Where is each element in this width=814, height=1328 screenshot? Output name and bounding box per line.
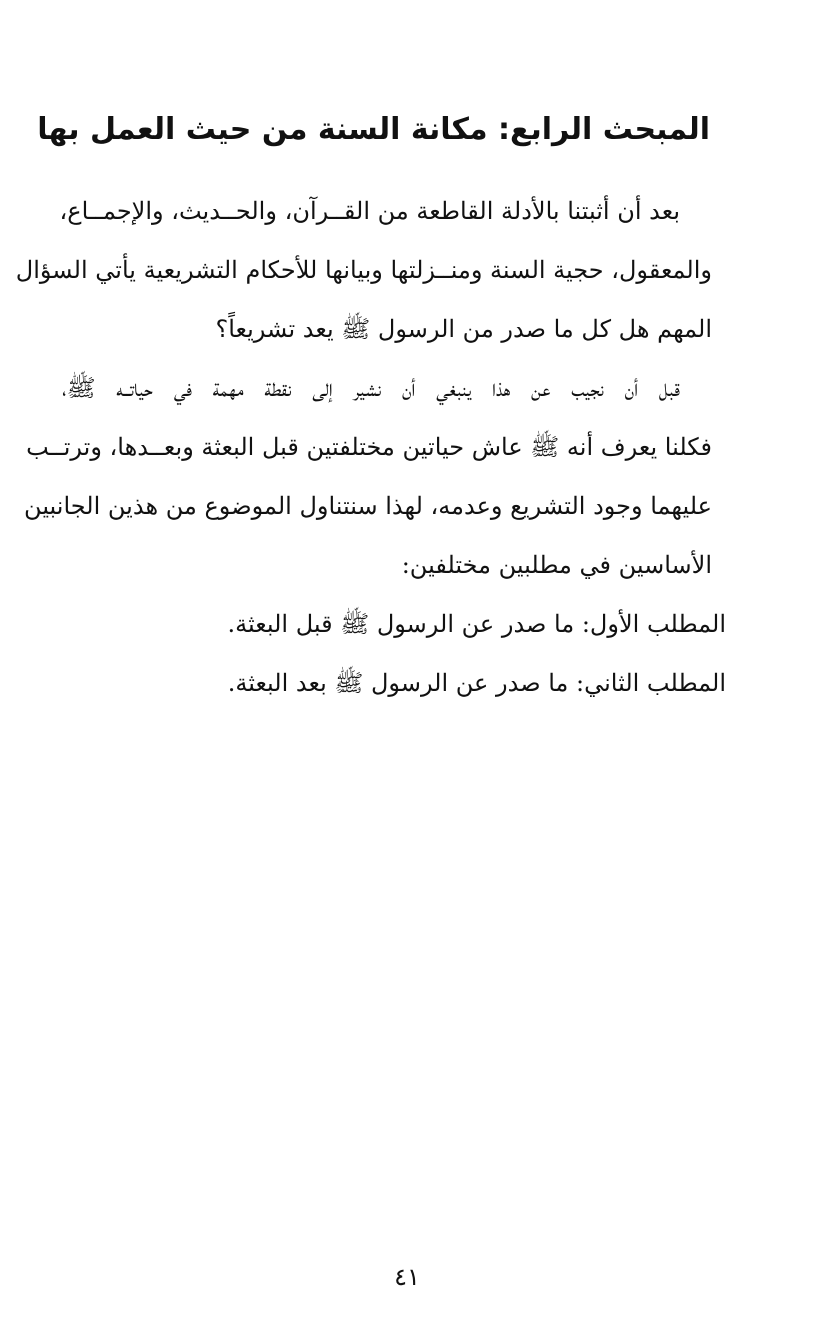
text-line: والمعقول، حجية السنة ومنــزلتها وبيانها للأحكام التشريعية يأتي السؤال [15, 256, 712, 284]
body-text [15, 182, 744, 713]
subsection-list [62, 595, 744, 713]
page-number: ٤١ [394, 1263, 420, 1291]
subsection-item-1: المطلب الأول: ما صدر عن الرسول ﷺ قبل البعثة. [227, 610, 726, 638]
paragraph-1 [15, 182, 744, 359]
text-line: فكلنا يعرف أنه ﷺ عاش حياتين مختلفتين قبل البعثة وبعــدها، وترتــب [26, 433, 712, 461]
text-line: بعد أن أثبتنا بالأدلة القاطعة من القــرآن، والحــديث، والإجمــاع، [59, 197, 680, 225]
text-line: قبل أن نجيب عن هذا ينبغي أن نشير إلى نقطة مهمة في حياتــه ﷺ، [62, 374, 680, 402]
subsection-item-2: المطلب الثاني: ما صدر عن الرسول ﷺ بعد البعثة. [227, 669, 726, 697]
text-line: المهم هل كل ما صدر من الرسول ﷺ يعد تشريعاً؟ [215, 315, 712, 343]
paragraph-2 [24, 359, 744, 595]
text-line: عليهما وجود التشريع وعدمه، لهذا سنتناول الموضوع من هذين الجانبين [24, 492, 712, 520]
text-line: الأساسين في مطلبين مختلفين: [401, 551, 712, 579]
section-title: المبحث الرابع: مكانة السنة من حيث العمل بها [37, 112, 710, 147]
